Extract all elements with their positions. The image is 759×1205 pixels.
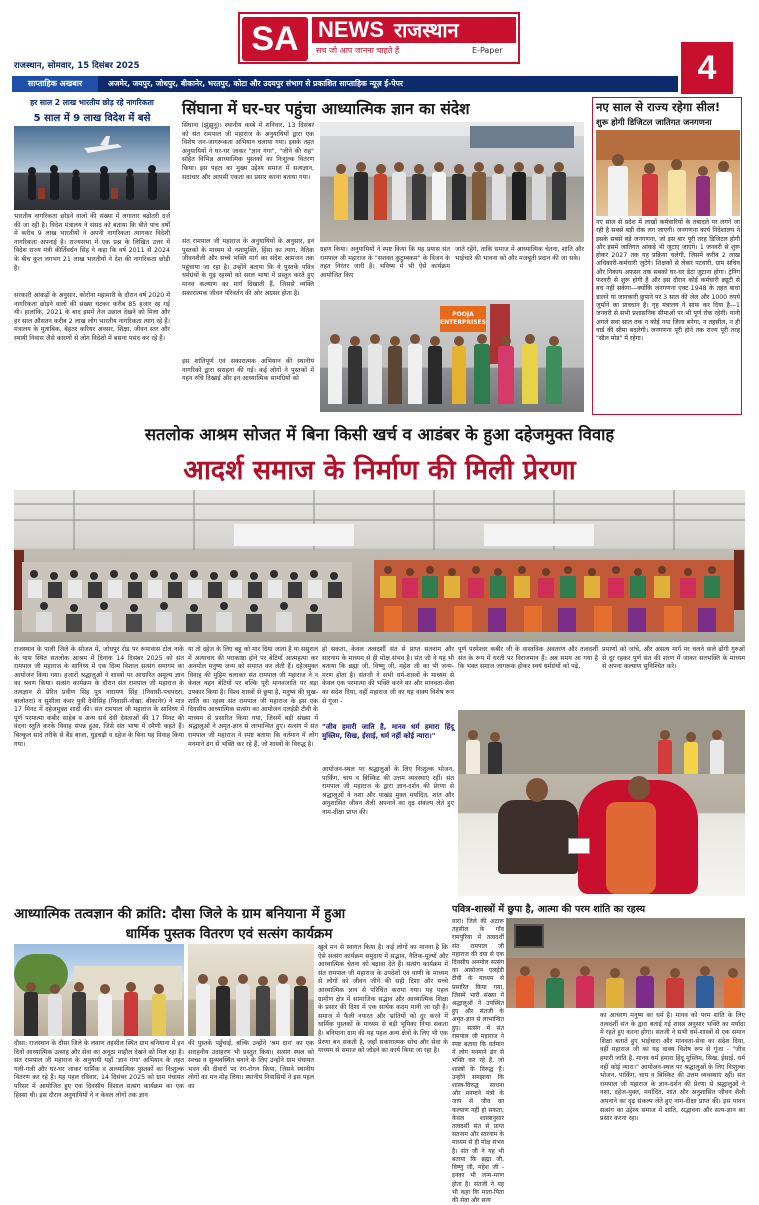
ribbon-label: साप्ताहिक अखबार: [12, 76, 98, 92]
wedding-col5: प्रमाणों को जांचे, और असत्य मार्ग पर चलने वाले ढोंगी गुरुओं से दूर रहकर पूर्ण संत की शरण में जाकर सतभक्ति के माध्यम से अपना कल्याण सुनिश्चित करे।: [602, 646, 745, 671]
satsang-tv-photo: [506, 918, 745, 1008]
wedding-col3b: आयोजन-स्थल पर श्रद्धालुओं के लिए निःशुल्क भोजन, पार्किंग, चाय व बिस्किट की उत्तम व्यवस्थाएं रहीं। संत रामपाल जी महाराज के द्वारा ज्ञान-दर्शन की प्रेरणा से श्रद्धालुओं ने नशा और पाखंड मुक्त मर्यादित, शांत और अनुशासित जीवन शैली अपनाने का दृढ़ संकल्प लेते हुए नाम-दीक्षा प्राप्त की।: [322, 766, 454, 816]
dausa-headline-2: धार्मिक पुस्तक वितरण एवं सत्संग कार्यक्रम: [125, 926, 333, 942]
right-story-body: नए साल से प्रदेश में लाखों कर्मचारियों के तबादले पर लगने जा रही है सबसे बड़ी रोक लग जाएगी। जनगणना कार्य निदेशालय ने इसके सबसे बड़े जनगणना, जो इस बार पूरी तरह डिजिटल होगी और इसमें जातिगत आंकड़े भी जुटाए जाएंगे। 1 जनवरी से शुरू होकर 2027 तक यह प्रक्रिया चलेगी, जिसमें करीब 2 लाख अधिकारी-कर्मचारी जुटेंगे। शिक्षकों से लेकर पटवारी, ग्राम सचिव और निकाय अफसर तक सबको घर-घर डेटा जुटाना होगा। ट्रेनिंग फरवरी से शुरू होगी है और इस दौरान कोई कर्मचारी ड्यूटी से बच नहीं सकेगा—क्योंकि जनगणना एक्ट 1948 के तहत बाधा डालने या जानकारी छुपाने पर 3 साल की जेल और 1000 रुपये जुर्माने का प्रावधान है। गृह मंत्रालय ने साफ कर दिया है—1 जनवरी से सभी प्रशासनिक सीमाओं पर भी पूर्ण रोक रहेगी। यानी अगले सवा साल तक न कोई नया जिला बनेगा, न तहसील, न ही वार्ड की सीमा बदलेगी। जनगणना पूरी होने तक राज्य पूरी तरह "सील मोड" में रहेगा।: [596, 219, 740, 343]
wedding-quote: "जीव हमारी जाति है, मानव धर्म हमारा हिंदू मुस्लिम, सिख, ईसाई, धर्म नहीं कोई न्यारा।": [322, 723, 454, 741]
left-story-p2: सरकारी आंकड़ों के अनुसार, कोरोना महामारी के दौरान वर्ष 2020 में नागरिकता छोड़ने वालों की संख्या घटकर करीब 85 हजार रह गई थी। हालांकि, 2021 के बाद इसमें तेज उछाल देखने को मिला और हर साल औसतन करीब 2 लाख लोग भारतीय नागरिकता त्याग रहे हैं। मंत्रालय के मुताबिक, बेहतर करियर अवसर, शिक्षा, जीवन स्तर और स्थायी निवास जैसे कारणों से लोग विदेशों में बसना पसंद कर रहे हैं।: [14, 292, 170, 342]
ribbon: [12, 76, 678, 92]
airport-photo: [14, 126, 170, 210]
brand-news: NEWS: [318, 17, 384, 42]
satsang-hall-photo: [14, 490, 745, 642]
ribbon-text: अजमेर, जयपुर, जोधपुर, बीकानेर, भरतपुर, कोटा और उदयपुर संभाग से प्रकाशित साप्ताहिक न्यूज़ ई-पेपर: [108, 79, 404, 88]
book-distribution-photo-1: [320, 122, 584, 242]
wedding-col3: हो सकता, केवल तत्वदर्शी संत से प्राप्त सतनाम और सारनाम के माध्यम से ही मोक्ष संभव है। संत जी ने यह भी बताया कि ब्रह्मा जी, विष्णु जी, महेश जी का भी जन्म-मरण होता है। संतजी ने सभी धर्म-शास्त्रों के माध्यम से केवल एक परमात्मा की भक्ति करने का और मानवता-सेवा का संदेश दिया, वहीं महाराज जी का यह वाक्य विशेष रूप से गूंजा -: [322, 646, 454, 705]
wedding-col4: पूर्ण परमेश्वर कबीर जी के वास्तविक अवतरण और तत्वदर्शी संत के रूप में धरती पर विराजमान हैं। अब समय आ गया है कि भक्त समाज जागरूक होकर स्वयं धर्मग्रंथों को पढ़े,: [458, 646, 598, 671]
epaper-label: E-Paper: [472, 46, 503, 55]
airport-illustration: [14, 126, 170, 210]
right-story-subhead: शुरू होगी डिजिटल जातिगत जनगणना: [596, 117, 712, 127]
wedding-col1: राजस्थान के पाली जिले के सोजत में, जोधपुर रोड पर रूपावास टोल नाके के पास स्थित सतलोक आश्रम में दिनांक 14 दिसंबर 2025 को संत रामपाल जी महाराज के सानिध्य में एक दिव्य विशाल सत्संग समागम का आयोजन किया गया। हजारों श्रद्धालुओं ने शास्त्रों पर आधारित अमूल्य ज्ञान का श्रवण किया। सत्संग कार्यक्रम के दौरान संत रामपाल जी महाराज के तत्वज्ञान से प्रेरित प्रवीण सिंह पुत्र नारायण सिंह (निवासी-पचपदरा, बालोतरा) व सुशीला कंवर पुत्री देवीसिंह (निवासी-नोखा, बीकानेर) ने मात्र 17 मिनट में दहेजमुक्त शादी की। संत रामपाल जी महाराज के सानिध्य में पूर्ण परमात्मा कबीर साहेब व अन्य सर्व देवी देवताओं की 17 मिनट की वंदना स्तुति करके विवाह संपन्न हुआ, जिसे संत भाषा में रमैणी कहते हैं। बिल्कुल सादे तरीके से बैंड बाजा, घुड़चढ़ी व दहेज के बिना यह विवाह किया गया।: [14, 646, 184, 748]
secret-story-headline: पवित्र-शास्त्रों में छुपा है, आत्मा की परम शांति का रहस्य: [452, 904, 646, 915]
dausa-col2: की पुस्तकें पहुँचाईं, बल्कि उन्होंने 'श्रम दान' का एक सराहनीय उदाहरण भी प्रस्तुत किया। सत्संग स्थल को स्वच्छ व सुव्यवस्थित बनाने के लिए उन्होंने ग्राम पंचायत भवन की दीवारों पर रंग-रोगन किया, जिसने स्थानीय लोगों का मन मोह लिया। स्थानीय निवासियों ने इस पहल का: [188, 1040, 314, 1090]
center-col1: सिंघाना (झुंझुनू)। स्थानीय कस्बे में शनिवार, 13 दिसंबर को संत रामपाल जी महाराज के अनुयायियों द्वारा एक विशेष जन-जागरूकता अभियान चलाया गया। इसके तहत अनुयायियों ने घर-घर जाकर "ज्ञान गंगा", "जीने की राह" सहित विभिन्न आध्यात्मिक पुस्तकों का निःशुल्क वितरण किया। इस पहल का मुख्य उद्देश्य समाज में सत्यज्ञान, सदाचार और आपसी एकता का प्रसार करना बताया गया।: [182, 122, 314, 181]
left-story-kicker: हर साल 2 लाख भारतीय छोड़ रहे नागरिकता: [30, 98, 154, 107]
dausa-col1: दौसा: राजस्थान के दौसा जिले के लवाण तहसील स्थित ग्राम बनियाना में इन दिनों आध्यात्मिक उत्साह और सेवा का अनूठा माहौल देखने को मिल रहा है। संत रामपाल जी महाराज के अनुयायी यहाँ 'ज्ञान गंगा' अभियान के तहत गली-गली और घर-घर जाकर धार्मिक व आध्यात्मिक पुस्तकों का निःशुल्क वितरण कर रहे हैं। यह पहल रविवार, 14 दिसंबर 2025 को ग्राम पंचायत परिसर में आयोजित हुए एक दिवसीय विशाल सत्संग कार्यक्रम का एक हिस्सा थी। इस दौरान अनुयायियों ने न केवल लोगों तक ज्ञान: [14, 1040, 184, 1099]
dateline: राजस्थान, सोमवार, 15 दिसंबर 2025: [14, 61, 140, 71]
wedding-col2: या तो दहेज के लिए बहू को मार दिया जाता है या ससुराल में अत्याचार की पराकाष्ठा होने पर बेटियाँ आत्महत्या कर अनमोल मनुष्य जन्म को समाप्त कर लेती हैं। दहेजमुक्त विवाह की मुहिम चलाकर संत रामपाल जी महाराज ने न केवल बहन बेटियों पर बल्कि पूरी मानवजाति पर बड़ा उपकार किया है। विश्व शास्त्रों से छुपा है, मनुष्य की सुख-शांति का रहस्य संत रामपाल जी महाराज के इस एक दिवसीय आध्यात्मिक सत्संग का आयोजन एलईडी टीवी के माध्यम से प्रसारित किया गया, जिसमें बड़ी संख्या में श्रद्धालुओं ने अमृत-ज्ञान से लाभान्वित हुए। सत्संग में संत रामपाल जी महाराज ने स्पष्ट बताया कि वर्तमान में लोग मनमाने ढंग से भक्ति कर रहे हैं, जो शास्त्रों के विरुद्ध है।: [188, 646, 318, 748]
dausa-headline-1: आध्यात्मिक तत्वज्ञान की क्रांति: दौसा जिले के ग्राम बनियाना में हुआ: [14, 906, 346, 922]
wedding-banner-line2: आदर्श समाज के निर्माण की मिली प्रेरणा: [183, 455, 576, 486]
center-col1b: संत रामपाल जी महाराज के अनुयायियों के अनुसार, इन पुस्तकों के माध्यम से नशामुक्ति, हिंसा का त्याग, नैतिक जीवनशैली और सच्चे भक्ति मार्ग का संदेश आमजन तक पहुंचाया जा रहा है। उन्होंने बताया कि ये पुस्तकें पवित्र धर्मग्रंथों के गूढ़ रहस्यों को सरल भाषा में प्रस्तुत करते हुए मानव कल्याण का मार्ग दिखाती हैं, जिससे व्यक्ति सकारात्मक जीवन परिवर्तन की ओर अग्रसर होता है।: [182, 238, 314, 297]
left-story-p1: भारतीय नागरिकता छोड़ने वालों की संख्या में लगातार बढ़ोतरी दर्ज की जा रही है। विदेश मंत्रालय ने संसद को बताया कि बीते पांच वर्षों में करीब 9 लाख भारतीयों ने अपनी नागरिकता त्यागकर विदेशी नागरिकता अपनाई है। राज्यसभा में एक प्रश्न के लिखित उत्तर में विदेश राज्य मंत्री कीर्तिवर्धन सिंह ने कहा कि वर्ष 2011 से 2024 के बीच कुल लगभग 21 लाख भारतीयों ने देश की नागरिकता छोड़ी है।: [14, 213, 170, 272]
dausa-col3: खुले मन से स्वागत किया है। कई लोगों का मानना है कि ऐसे सत्संग कार्यक्रम समुदाय में सद्भाव, नैतिक-मूल्यों और आध्यात्मिक चेतना को बढ़ावा देते हैं। सत्संग कार्यक्रम में संत रामपाल जी महाराज के उपदेशों एवं वाणी के माध्यम से लोगों को जीवन जीने की सही दिशा और सच्चे आध्यात्मिक ज्ञान से परिचित कराया गया। यह पहल ग्रामीण क्षेत्र में सामाजिक सद्भाव और आध्यात्मिक शिक्षा के प्रसार की दिशा में एक सार्थक कदम मानी जा रही है। समाज में फैली नफरत और भ्रांतियों को दूर करने में धार्मिक पुस्तकों के माध्यम से बड़ी भूमिका निभा सकता है। बनियाना ग्राम की यह पहल अन्य क्षेत्रों के लिए भी एक प्रेरणा बन सकती है, जहाँ सकारात्मक सोच और सेवा के माध्यम से समाज को जोड़ने का कार्य किया जा रहा है।: [318, 944, 448, 1055]
brand-sa-badge: SA: [242, 17, 308, 61]
right-story-headline: नए साल से राज्य रहेगा सील!: [596, 100, 721, 114]
center-col3: जाते रहेंगे, ताकि समाज में आध्यात्मिक चेतना, शांति और भाईचारे की भावना को और मजबूती प्रदान की जा सके।: [455, 246, 584, 262]
dausa-photo-1: [14, 944, 184, 1036]
center-col2: ग्रहण किया। अनुयायियों ने स्पष्ट किया कि यह प्रयास संत रामपाल जी महाराज के "सशक्त कुटुम्बकम" के विजन के तहत निरंतर जारी है। भविष्य में भी ऐसे कार्यक्रम आयोजित किए: [320, 246, 450, 279]
census-photo: [596, 130, 740, 216]
dausa-photo-2: [188, 944, 314, 1036]
book-distribution-photo-2: [320, 300, 584, 412]
shop-sign: POOJA ENTERPRISES: [440, 306, 486, 332]
wedding-couple-photo: [458, 710, 745, 896]
left-story-headline: 5 साल में 9 लाख विदेश में बसे: [33, 113, 151, 124]
center-col1c: इस शांतिपूर्ण एवं सकारात्मक अभियान की स्थानीय नागरिकों द्वारा सराहना की गई। कई लोगों ने पुस्तकों में गहन रुचि दिखाई और इन आध्यात्मिक सामग्रियों को: [182, 358, 314, 383]
secret-col1-body: वारां। जिले की अटारू तहसील के गाँव रामपुरिया में तत्वदर्शी संत रामपाल जी महाराज की दया से एक दिवसीय अनमोल सत्संग का आयोजन एलईडी टीवी के माध्यम से प्रसारित किया गया, जिसमें भारी संख्या में श्रद्धालुओं ने उपस्थित हुए और संतजी के अमृत-ज्ञान से लाभान्वित हुए। सत्संग में संत रामपाल जी महाराज ने स्पष्ट बताया कि वर्तमान में लोग मनमाने ढंग से भक्ति कर रहे हैं, जो शास्त्रों के विरुद्ध है। उन्होंने समझाया कि शास्त्र-विरुद्ध साधना और मनमाने मंत्रों के जाप से जीव का कल्याण नहीं हो सकता; केवल शास्त्रानुसार तत्वदर्शी संत से प्राप्त सतनाम और सारनाम के माध्यम से ही मोक्ष संभव है। संत जी ने यह भी बताया कि ब्रह्मा जी, विष्णु जी, महेश जी - इनका भी जन्म-मरण होता है। संतजी ने यह भी कहा कि माता-पिता की सेवा और सत्य: [452, 918, 504, 1204]
secret-col2: का आचरण मनुष्य का धर्म है। मानव को परम शांति के लिए तत्वदर्शी संत के द्वारा बताई गई शास्त्र अनुसार भक्ति का मर्यादा में रहते हुए करना होगा। संतजी ने सभी धर्म-शास्त्रों से एक समान शिक्षा बताते हुए भाईचारा और मानवता-सेवा का संदेश दिया, वहीं महाराज जी का यह वाक्य विशेष रूप से गूंजा - "जीव हमारी जाति है, मानव धर्म हमारा हिंदू मुस्लिम, सिख, ईसाई, धर्म नहीं कोई न्यारा।" आयोजन-स्थल पर श्रद्धालुओं के लिए निःशुल्क भोजन, पार्किंग, चाय व बिस्किट की उत्तम व्यवस्थाएं रहीं। संत रामपाल जी महाराज के ज्ञान-दर्शन की प्रेरणा से श्रद्धालुओं ने नशा, दहेज-मुक्त, मर्यादित, शांत और अनुशासित जीवन शैली अपनाने का दृढ़ संकल्प लेते हुए नाम-दीक्षा प्राप्त की। इस पावन सत्संग का उद्देश्य समाज में शांति, सद्भावना और सत्य-ज्ञान का प्रसार करना रहा।: [600, 1012, 745, 1123]
hall-illustration: [14, 490, 745, 642]
brand-state: राजस्थान: [394, 18, 459, 42]
wedding-banner-line1: सतलोक आश्रम सोजत में बिना किसी खर्च व आडंबर के हुआ दहेजमुक्त विवाह: [144, 425, 615, 444]
center-story-headline: सिंघाना में घर-घर पहुंचा आध्यात्मिक ज्ञान का संदेश: [182, 100, 470, 118]
masthead-logo: [238, 12, 520, 64]
brand-title-bar: [312, 17, 516, 43]
page-number: 4: [681, 42, 733, 94]
tagline: सच जो आप जानना चाहते हैं: [316, 46, 400, 55]
